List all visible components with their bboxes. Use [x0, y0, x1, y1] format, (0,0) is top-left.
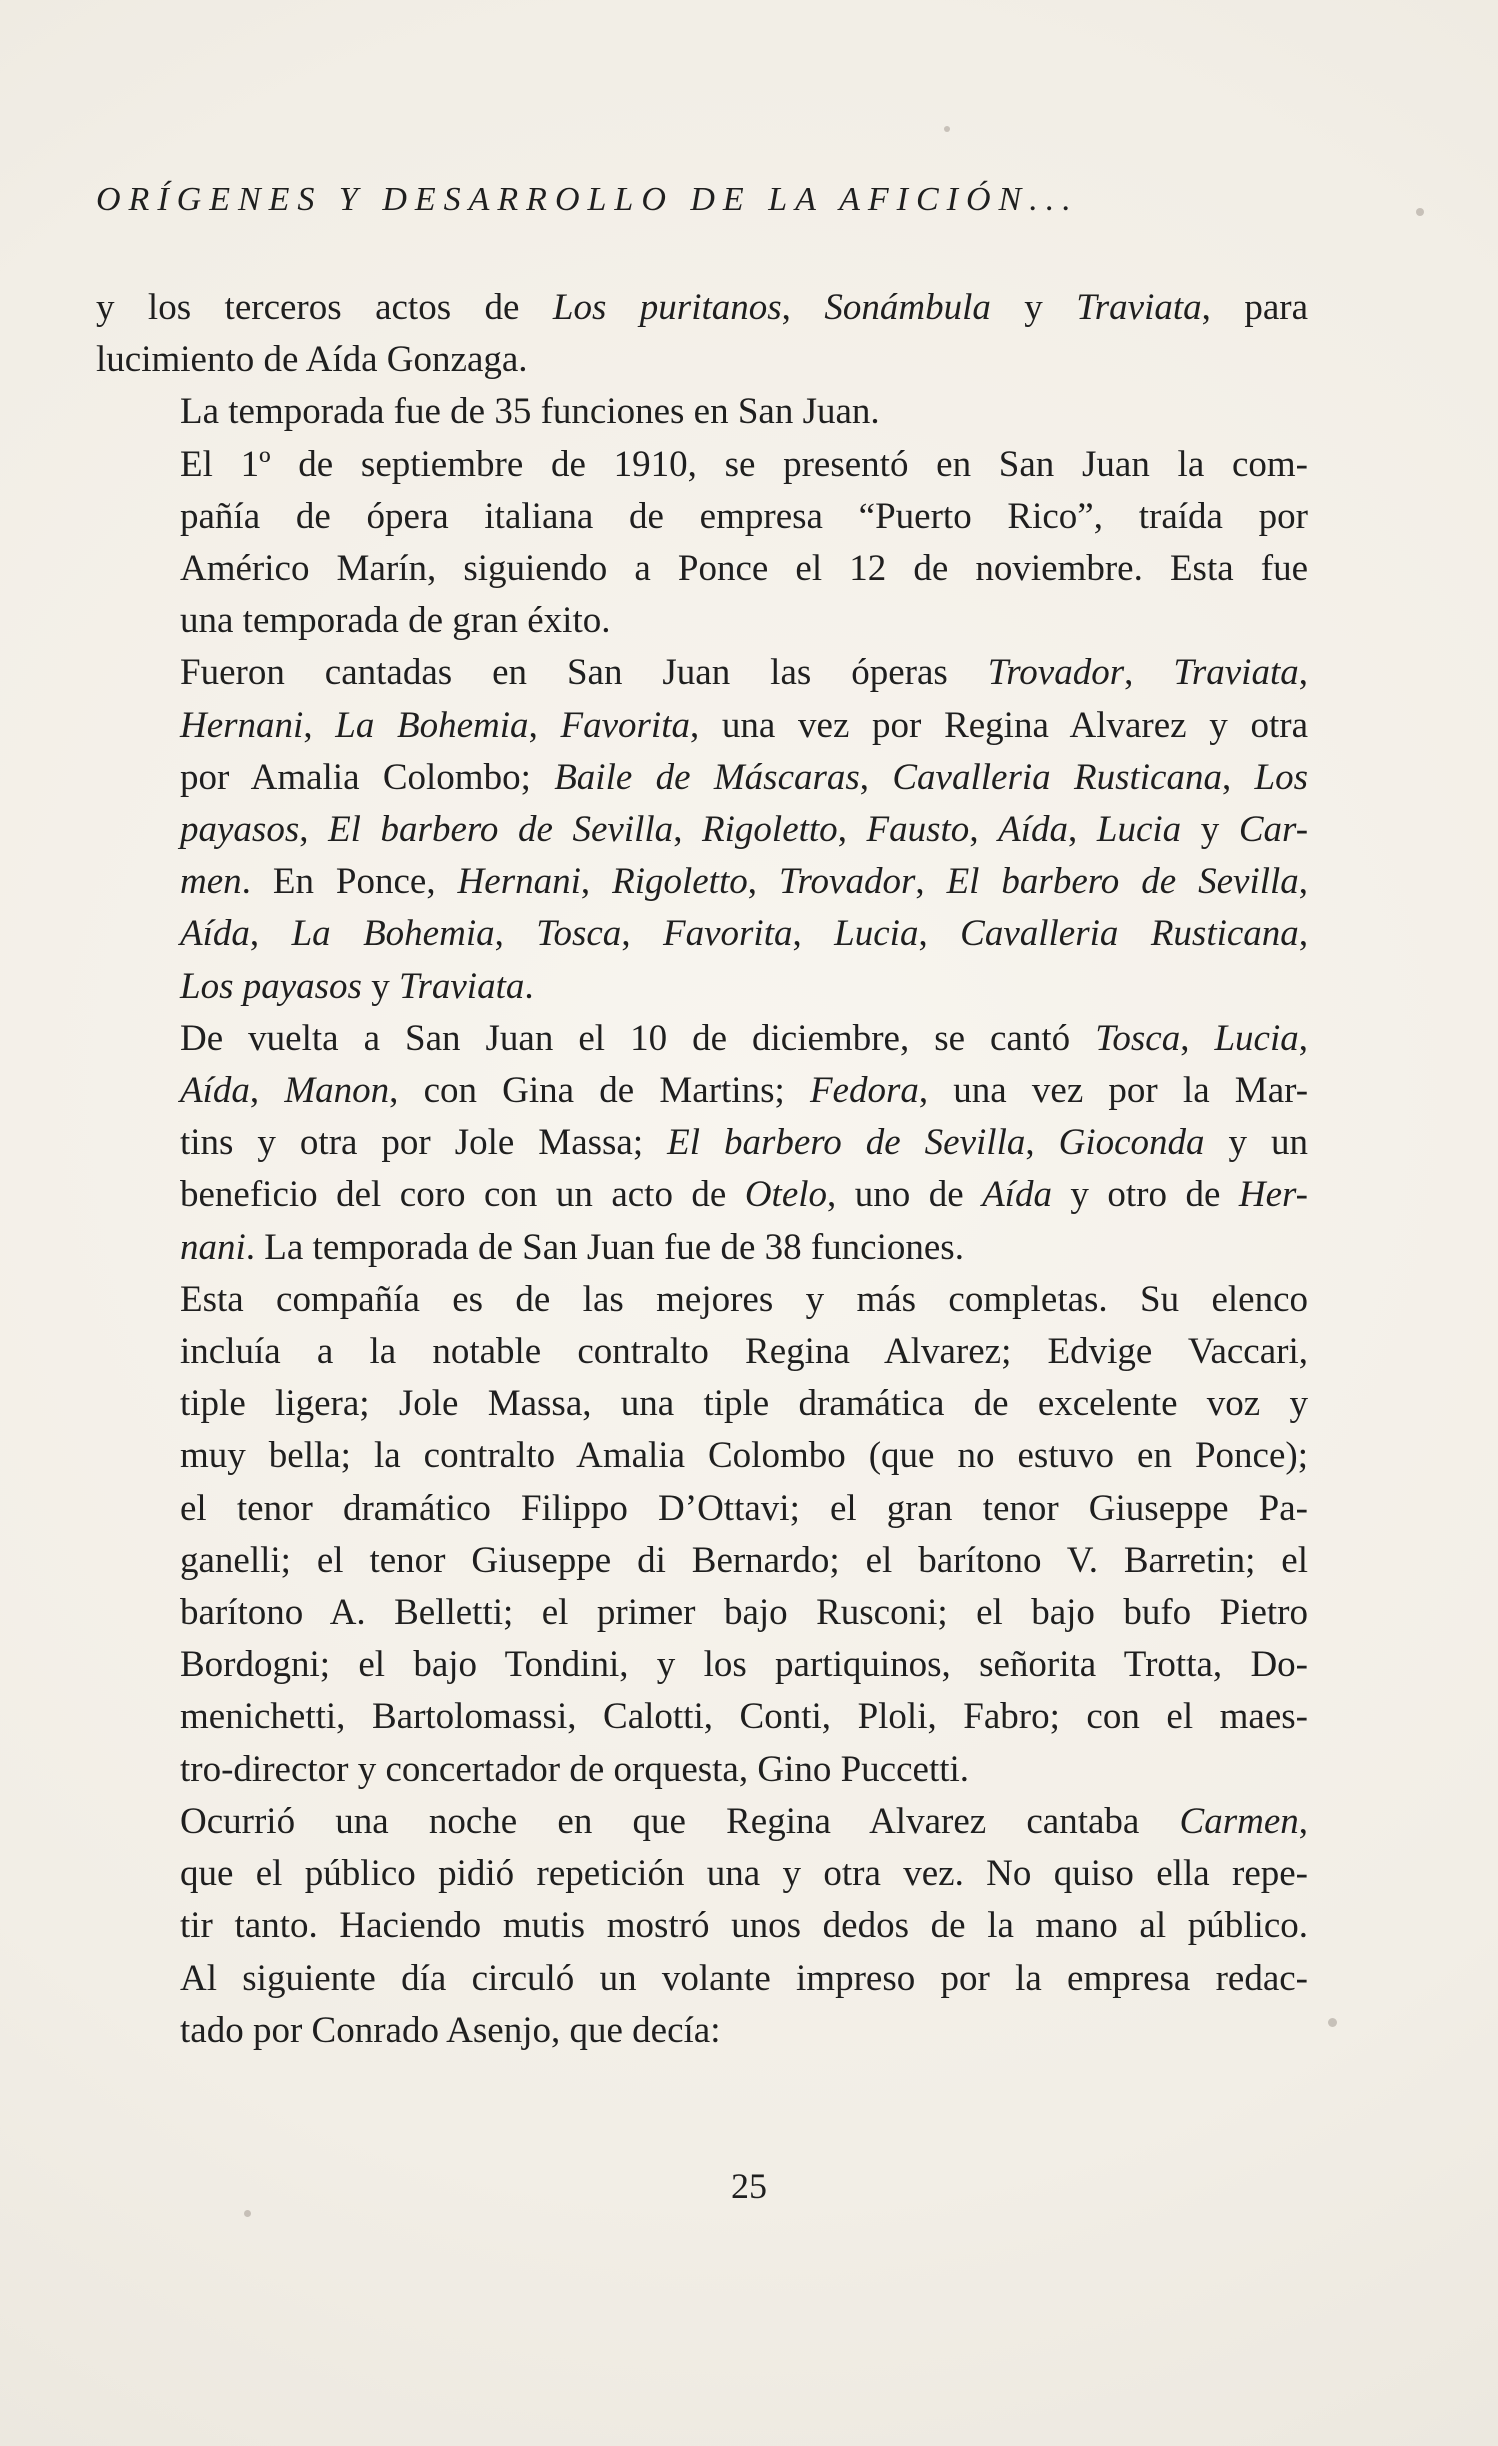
text-segment: , — [1298, 1800, 1308, 1842]
text-segment: , — [837, 809, 867, 851]
paper-speck — [944, 126, 950, 132]
text-segment: tins y otra por Jole Massa; — [180, 1122, 668, 1164]
italic-title: Traviata — [1173, 652, 1299, 694]
italic-title: Car- — [1238, 809, 1309, 851]
text-segment: menichetti, Bartolomassi, Calotti, Conti, Ploli, Fabro; con el maes- — [180, 1696, 1308, 1738]
text-line — [96, 647, 1308, 699]
italic-title: Carmen — [1179, 1800, 1299, 1842]
text-segment: tado por Conrado Asenjo, que decía: — [180, 2009, 721, 2051]
paragraph-3 — [96, 439, 1308, 648]
text-segment: , — [792, 913, 835, 955]
paper-speck — [244, 2210, 251, 2217]
text-line — [96, 1639, 1308, 1691]
body-text — [96, 282, 1308, 2057]
italic-title: Traviata — [1076, 287, 1202, 328]
text-line — [96, 1378, 1308, 1430]
text-segment: Ocurrió una noche en que Regina Alvarez cantaba — [180, 1800, 1180, 1842]
text-segment: , — [781, 287, 825, 328]
text-line — [96, 1117, 1308, 1169]
italic-title: Aída — [180, 913, 250, 955]
text-segment: , — [1068, 809, 1097, 851]
text-segment: , una vez por Regina Alvarez y otra — [689, 704, 1308, 746]
text-line — [96, 1274, 1308, 1326]
text-segment: muy bella; la contralto Amalia Colombo (que no estuvo en Ponce); — [180, 1435, 1308, 1477]
italic-title: Lucia — [1096, 809, 1182, 851]
text-segment: , — [528, 704, 561, 746]
italic-title: Los — [1254, 756, 1309, 798]
text-line — [96, 439, 1308, 491]
text-line — [96, 386, 1308, 438]
text-segment: , — [859, 756, 893, 798]
text-line — [96, 491, 1308, 543]
text-segment: y un — [1204, 1122, 1309, 1164]
paper-speck — [1328, 2018, 1337, 2027]
text-line — [96, 961, 1308, 1013]
text-line — [96, 1796, 1308, 1848]
paragraph-2 — [96, 386, 1308, 438]
text-segment: y — [361, 965, 399, 1007]
text-segment: , con Gina de Martins; — [389, 1070, 810, 1112]
text-segment: y otro de — [1051, 1174, 1239, 1216]
text-segment: El 1º de septiembre de 1910, se presentó en San Juan la com- — [180, 443, 1308, 485]
italic-title: Fedora — [809, 1070, 919, 1112]
text-segment: , — [1124, 652, 1174, 694]
italic-title: El barbero de Sevilla — [946, 861, 1299, 903]
text-segment: , uno de — [827, 1174, 983, 1216]
paragraph-6 — [96, 1274, 1308, 1796]
text-segment: lucimiento de Aída Gonzaga. — [96, 339, 528, 381]
text-segment: Bordogni; el bajo Tondini, y los partiquinos, señorita Trotta, Do- — [180, 1644, 1308, 1686]
text-line — [96, 282, 1308, 334]
italic-title: Traviata — [398, 965, 525, 1007]
italic-title: La Bohemia — [335, 704, 529, 746]
text-line — [96, 1953, 1308, 2005]
text-segment: La temporada fue de 35 funciones en San Juan. — [180, 391, 880, 433]
text-segment: pañía de ópera italiana de empresa “Puerto Rico”, traída por — [180, 495, 1308, 537]
italic-title: Los puritanos — [552, 287, 782, 328]
italic-title: El barbero de Sevilla — [667, 1122, 1026, 1164]
italic-title: Favorita — [560, 704, 690, 746]
paragraph-7 — [96, 1796, 1308, 2057]
text-line — [96, 595, 1308, 647]
italic-title: Rigoletto — [702, 809, 838, 851]
italic-title: Sonámbula — [824, 287, 991, 328]
italic-title: Los payasos — [180, 965, 362, 1007]
italic-title: nani — [180, 1226, 246, 1268]
text-segment: , — [747, 861, 779, 903]
text-segment: Esta compañía es de las mejores y más completas. Su elenco — [180, 1278, 1308, 1320]
text-line — [96, 700, 1308, 752]
italic-title: Her- — [1238, 1174, 1308, 1216]
text-segment: por Amalia Colombo; — [180, 756, 555, 798]
text-segment: . En Ponce, — [241, 861, 458, 903]
text-segment: , — [969, 809, 999, 851]
text-segment: , — [299, 809, 329, 851]
text-segment: , — [494, 913, 537, 955]
page-number: 25 — [731, 2166, 767, 2206]
text-segment: , — [673, 809, 703, 851]
text-segment: , — [249, 1070, 285, 1112]
italic-title: Aída — [998, 809, 1069, 851]
italic-title: El barbero de Sevilla — [328, 809, 674, 851]
text-line — [96, 334, 1308, 386]
italic-title: Aída — [180, 1070, 250, 1112]
text-line — [96, 543, 1308, 595]
text-segment: . — [524, 965, 534, 1007]
text-line — [96, 1483, 1308, 1535]
text-segment: barítono A. Belletti; el primer bajo Rusconi; el bajo bufo Pietro — [180, 1592, 1308, 1634]
text-segment: beneficio del coro con un acto de — [180, 1174, 745, 1216]
italic-title: Lucia — [1214, 1017, 1299, 1059]
italic-title: Fausto — [866, 809, 970, 851]
text-segment: , para — [1201, 287, 1309, 328]
text-segment: tro-director y concertador de orquesta, Gino Puccetti. — [180, 1748, 970, 1790]
text-segment: tiple ligera; Jole Massa, una tiple dramática de excelente voz y — [180, 1383, 1308, 1425]
text-segment: , — [249, 913, 292, 955]
text-line — [96, 1691, 1308, 1743]
italic-title: Cavalleria Rusticana — [892, 756, 1222, 798]
text-line — [96, 1430, 1308, 1482]
text-segment: ganelli; el tenor Giuseppe di Bernardo; el barítono V. Barretin; el — [180, 1539, 1308, 1581]
italic-title: La Bohemia — [291, 913, 495, 955]
text-segment: Fueron cantadas en San Juan las óperas — [180, 652, 988, 694]
italic-title: Manon — [284, 1070, 390, 1112]
text-segment: tir tanto. Haciendo mutis mostró unos dedos de la mano al público. — [180, 1905, 1308, 1947]
text-segment: , — [918, 913, 961, 955]
italic-title: payasos — [180, 809, 300, 851]
text-segment: , — [1298, 861, 1309, 903]
text-segment: , — [1221, 756, 1255, 798]
text-segment: , — [303, 704, 336, 746]
text-segment: Al siguiente día circuló un volante impreso por la empresa redac- — [180, 1957, 1308, 1999]
italic-title: Lucia — [834, 913, 919, 955]
text-line — [96, 1013, 1308, 1065]
italic-title: men — [180, 861, 242, 903]
italic-title: Gioconda — [1058, 1122, 1205, 1164]
text-line — [96, 1744, 1308, 1796]
text-segment: , — [1025, 1122, 1059, 1164]
italic-title: Tosca — [536, 913, 622, 955]
paragraph-5 — [96, 1013, 1308, 1274]
text-segment: y los terceros actos de — [96, 287, 553, 328]
italic-title: Trovador — [987, 652, 1125, 694]
text-segment: , — [1298, 913, 1309, 955]
text-line — [96, 1065, 1308, 1117]
text-line — [96, 1900, 1308, 1952]
text-line — [96, 1535, 1308, 1587]
italic-title: Aída — [982, 1174, 1052, 1216]
text-segment: y — [990, 287, 1077, 328]
text-segment: , — [1298, 652, 1308, 694]
text-line — [96, 1848, 1308, 1900]
paper-speck — [1416, 208, 1424, 216]
italic-title: Rigoletto — [612, 861, 748, 903]
text-segment: y — [1181, 809, 1239, 851]
italic-title: Tosca — [1095, 1017, 1181, 1059]
text-segment: , — [915, 861, 947, 903]
text-line — [96, 804, 1308, 856]
text-segment: que el público pidió repetición una y otra vez. No quiso ella repe- — [180, 1853, 1308, 1895]
text-segment: , — [1298, 1017, 1308, 1059]
text-line — [96, 2005, 1308, 2057]
text-segment: incluía a la notable contralto Regina Alvarez; Edvige Vaccari, — [180, 1331, 1308, 1373]
italic-title: Favorita — [663, 913, 793, 955]
text-segment: , una vez por la Mar- — [918, 1070, 1309, 1112]
paragraph-1 — [96, 282, 1308, 386]
italic-title: Hernani — [457, 861, 581, 903]
italic-title: Trovador — [778, 861, 916, 903]
text-segment: , — [1180, 1017, 1215, 1059]
italic-title: Hernani — [180, 704, 304, 746]
text-line — [96, 1169, 1308, 1221]
text-segment: De vuelta a San Juan el 10 de diciembre, se cantó — [180, 1017, 1096, 1059]
text-segment: el tenor dramático Filippo D’Ottavi; el gran tenor Giuseppe Pa- — [180, 1487, 1308, 1529]
text-segment: Américo Marín, siguiendo a Ponce el 12 de noviembre. Esta fue — [180, 548, 1308, 590]
text-line — [96, 752, 1308, 804]
text-line — [96, 1222, 1308, 1274]
italic-title: Baile de Máscaras — [554, 756, 860, 798]
text-line — [96, 1587, 1308, 1639]
paragraph-4 — [96, 647, 1308, 1012]
text-line — [96, 1326, 1308, 1378]
text-segment: . La temporada de San Juan fue de 38 funciones. — [245, 1226, 964, 1268]
text-segment: , — [621, 913, 663, 955]
italic-title: Otelo — [744, 1174, 828, 1216]
italic-title: Cavalleria Rusticana — [960, 913, 1299, 955]
text-segment: , — [580, 861, 613, 903]
running-header: ORÍGENES Y DESARROLLO DE LA AFICIÓN... — [96, 181, 1079, 218]
text-segment: una temporada de gran éxito. — [180, 600, 611, 642]
text-line — [96, 908, 1308, 960]
text-line — [96, 856, 1308, 908]
